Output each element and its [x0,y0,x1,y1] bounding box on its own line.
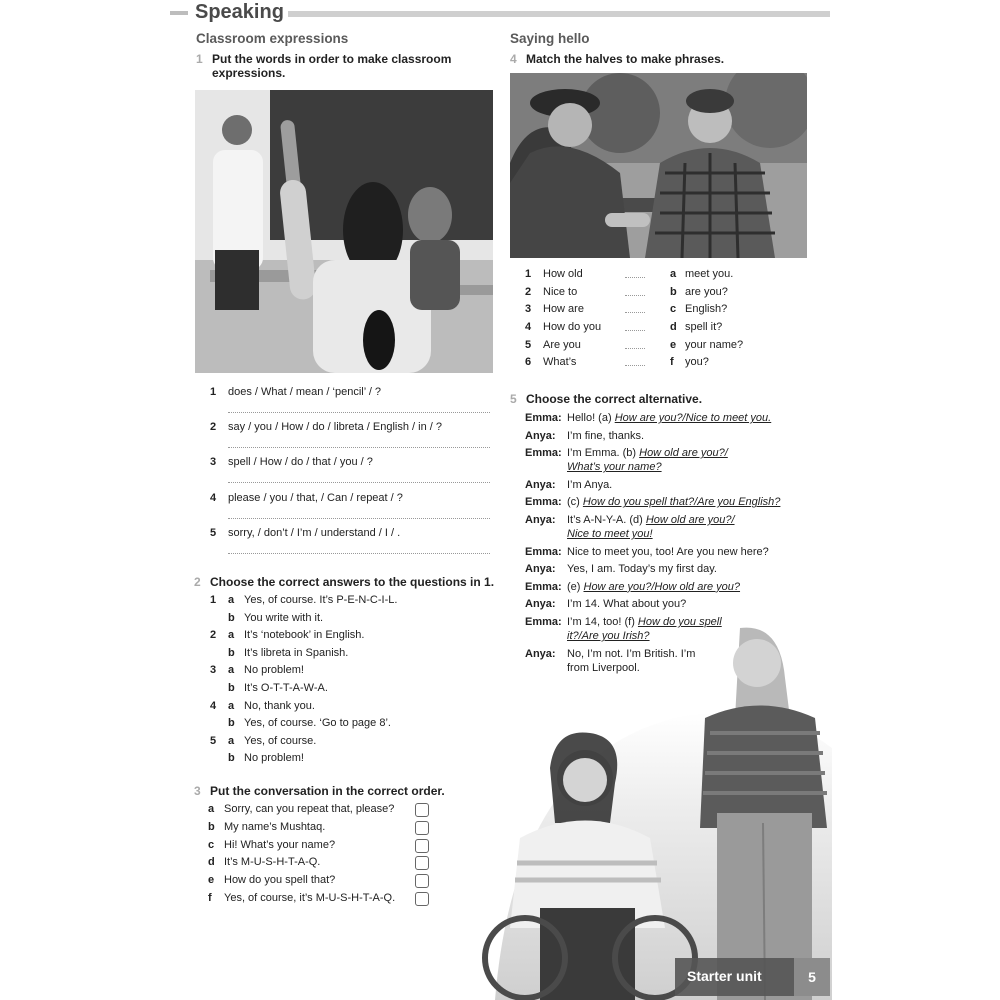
exercise-3-lines [208,803,433,910]
dialogue-line: Emma: (c) How do you spell that?/Are you English? [525,496,781,509]
alternative-choice[interactable]: How do you spell it?/Are you Irish? [567,615,722,642]
dialogue-line: Emma: I’m Emma. (b) How old are you?/ What’s your name? [525,447,728,474]
answer-line[interactable] [228,447,490,448]
exercise-4-title: 4 Match the halves to make phrases. [510,52,725,66]
order-checkbox[interactable] [415,856,429,870]
alternative-choice[interactable]: How old are you?/ Nice to meet you! [567,513,735,540]
exercise-1-item: 2 say / you / How / do / libreta / English / in / ? [210,421,442,433]
alternative-choice[interactable]: How are you?/Nice to meet you. [614,412,772,424]
alternative-choice[interactable]: How are you?/How old are you? [583,580,741,593]
conversation-line: e How do you spell that? [208,874,433,892]
workbook-page: Speaking Classroom expressions 1 Put the words in order to make classroom expressions. 1 does / What / mean / ‘pencil’ / ? 2 say / you / How / do / libreta / English / in / ? 3 spell / How / do / that / you / ? 4 please / you / that, / Can / repeat / ? 5 sorry, / don’t / I’m / understand / I / . 2 Choose the correct answers to the questions in 1. 1 a Yes, of course. It’s P-E-N-C-I-L. b You write with it. 2 a It’s ‘notebook’ in English. b It’s libreta in Spanish. 3 a No problem! b It’s O-T-T-A-W-A. 4 a No, thank you. b Yes, of course. ‘Go to page 8’. 5 a Yes, of course. b No problem! 3 Put the conversation in the correct order. a Sorry, can you repeat that, please? b My name’s Mushtaq. c Hi! What’s your name? d It’s M-U-S-H-T-A-Q. e How do you spell that? f Yes, of course, it’s M-U-S-H-T-A-Q. Saying hello 4 Match the halves to make phrases. 1 How old a meet you. 2 Nice to b are you? 3 How are c English? 4 How do you d spell it? 5 Are you e your name? 6 What’s f you? 5 Choose the correct alternative. Emma: Hello! (a) How are you?/Nice to meet you. Anya: I’m fine, thanks. Emma: I’m Emma. (b) How old are you?/ What’s your name? Anya: I’m Anya. Emma: (c) How do you spell that?/Are you English? Anya: It’s A-N-Y-A. (d) How old are you?/ Nice to meet you! Emma: Nice to meet you, too! Are you new here? Anya: Yes, I am. Today’s my first day. Emma: (e) How are you?/How old are you? Anya: I’m 14. What about you? Emma: I’m 14, too! (f) How do you spell it?/Are you Irish? Anya: No, I’m not. I’m British. I’m from Liverpool. Starter unit 5 [170,0,832,1000]
match-answer-blank[interactable] [625,348,645,349]
match-row: 3 How are c English? [525,303,728,316]
exercise-3-title: 3 Put the conversation in the correct order. [194,784,445,798]
answer-line[interactable] [228,412,490,413]
unit-label: Starter unit [687,968,762,984]
conversation-line: d It’s M-U-S-H-T-A-Q. [208,856,433,874]
dialogue-line: Anya: I’m 14. What about you? [525,598,687,611]
section-title: Speaking [195,1,284,23]
conversation-line: a Sorry, can you repeat that, please? [208,803,433,821]
match-answer-blank[interactable] [625,312,645,313]
match-answer-blank[interactable] [625,277,645,278]
exercise-5-title: 5 Choose the correct alternative. [510,392,703,406]
match-row: 4 How do you d spell it? [525,321,723,334]
exercise-1-title: 1 Put the words in order to make classroom expressions. [196,52,452,80]
order-checkbox[interactable] [415,803,429,817]
answer-line[interactable] [228,482,490,483]
dialogue-line: Anya: I’m Anya. [525,478,613,491]
header-rule-right [288,11,830,17]
exercise-1-item: 5 sorry, / don’t / I’m / understand / I / . [210,527,400,539]
match-row: 1 How old a meet you. [525,268,734,280]
answer-line[interactable] [228,518,490,519]
conversation-line: f Yes, of course, it’s M-U-S-H-T-A-Q. [208,892,433,910]
left-subtitle: Classroom expressions [196,31,349,46]
dialogue-line: Emma: (e) How are you?/How old are you? [525,580,741,593]
order-checkbox[interactable] [415,892,429,906]
dialogue-line: Emma: I’m 14, too! (f) How do you spell it?/Are you Irish? [525,615,722,642]
match-row: 2 Nice to b are you? [525,285,728,298]
match-answer-blank[interactable] [625,295,645,296]
conversation-line: c Hi! What’s your name? [208,839,433,857]
match-answer-blank[interactable] [625,365,645,366]
classroom-photo [195,90,493,373]
exercise-4-matching [525,268,765,374]
exercise-5-dialogue [525,411,800,678]
order-checkbox[interactable] [415,821,429,835]
alternative-choice[interactable]: How do you spell that?/Are you English? [582,496,781,509]
dialogue-line: Anya: Yes, I am. Today’s my first day. [525,563,717,576]
answer-line[interactable] [228,553,490,554]
exercise-2-title: 2 Choose the correct answers to the questions in 1. [194,575,495,589]
exercise-1-item: 4 please / you / that, / Can / repeat / ? [210,492,403,504]
dialogue-line: Anya: I’m fine, thanks. [525,429,645,442]
exercise-1-item: 1 does / What / mean / ‘pencil’ / ? [210,386,381,398]
alternative-choice[interactable]: How old are you?/ What’s your name? [567,447,728,474]
exercise-1-item: 3 spell / How / do / that / you / ? [210,456,373,468]
dialogue-line: Anya: It’s A-N-Y-A. (d) How old are you?/ Nice to meet you! [525,513,735,540]
match-answer-blank[interactable] [625,330,645,331]
conversation-line: b My name’s Mushtaq. [208,821,433,839]
order-checkbox[interactable] [415,874,429,888]
match-row: 5 Are you e your name? [525,338,744,351]
order-checkbox[interactable] [415,839,429,853]
match-row: 6 What’s f you? [525,356,709,369]
page-number: 5 [794,958,830,996]
dialogue-line: Emma: Hello! (a) How are you?/Nice to meet you. [525,412,772,424]
header-rule-left [170,11,188,15]
handshake-photo [510,73,807,258]
dialogue-line: Anya: No, I’m not. I’m British. I’m from Liverpool. [525,647,696,674]
right-subtitle: Saying hello [510,31,590,46]
dialogue-line: Emma: Nice to meet you, too! Are you new here? [525,545,769,558]
